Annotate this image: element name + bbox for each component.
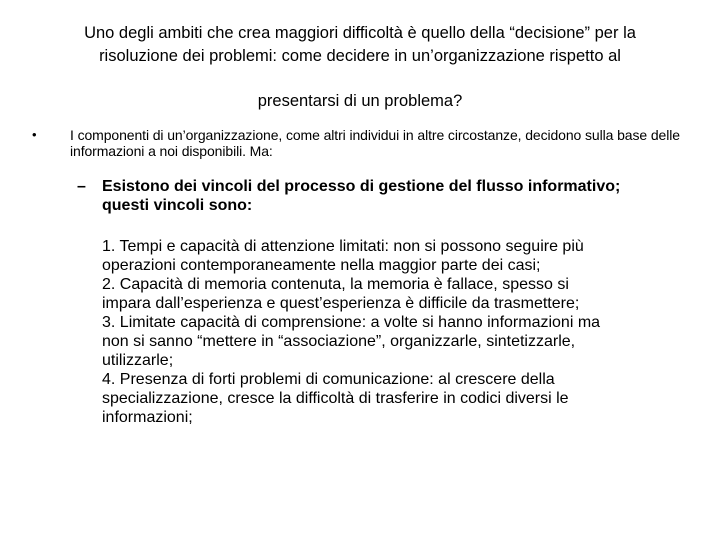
bullet-marker: • (32, 127, 37, 142)
constraints-line: utilizzarle; (102, 352, 174, 369)
title-line-3: presentarsi di un problema? (257, 92, 463, 110)
sub-item-heading: Esistono dei vincoli del processo di gestione del flusso informativo; questi vincoli sono: (102, 178, 621, 214)
sub-item-dash: – (77, 178, 86, 195)
constraints-line: operazioni contemporaneamente nella maggior parte dei casi; (102, 257, 541, 274)
bullet-text: I componenti di un’organizzazione, come altri individui in altre circostanze, decidono sulla base delle informazioni a noi disponibili. Ma: (70, 127, 680, 159)
constraints-line: 1. Tempi e capacità di attenzione limitati: non si possono seguire più (102, 238, 584, 255)
constraints-line: specializzazione, cresce la difficoltà di trasferire in codici diversi le (102, 390, 569, 407)
constraints-line: impara dall’esperienza e quest’esperienza è difficile da trasmettere; (102, 295, 580, 312)
constraints-line: 3. Limitate capacità di comprensione: a volte si hanno informazioni ma (102, 314, 601, 331)
constraints-line: non si sanno “mettere in “associazione”, organizzarle, sintetizzarle, (102, 333, 576, 350)
constraints-line: informazioni; (102, 409, 193, 426)
title-line-2: risoluzione dei problemi: come decidere in un’organizzazione rispetto al (99, 47, 621, 65)
constraints-list (102, 237, 692, 427)
constraints-line: 2. Capacità di memoria contenuta, la memoria è fallace, spesso si (102, 276, 569, 293)
title-line-1: Uno degli ambiti che crea maggiori difficoltà è quello della “decisione” per la (84, 24, 636, 42)
constraints-line: 4. Presenza di forti problemi di comunicazione: al crescere della (102, 371, 555, 388)
